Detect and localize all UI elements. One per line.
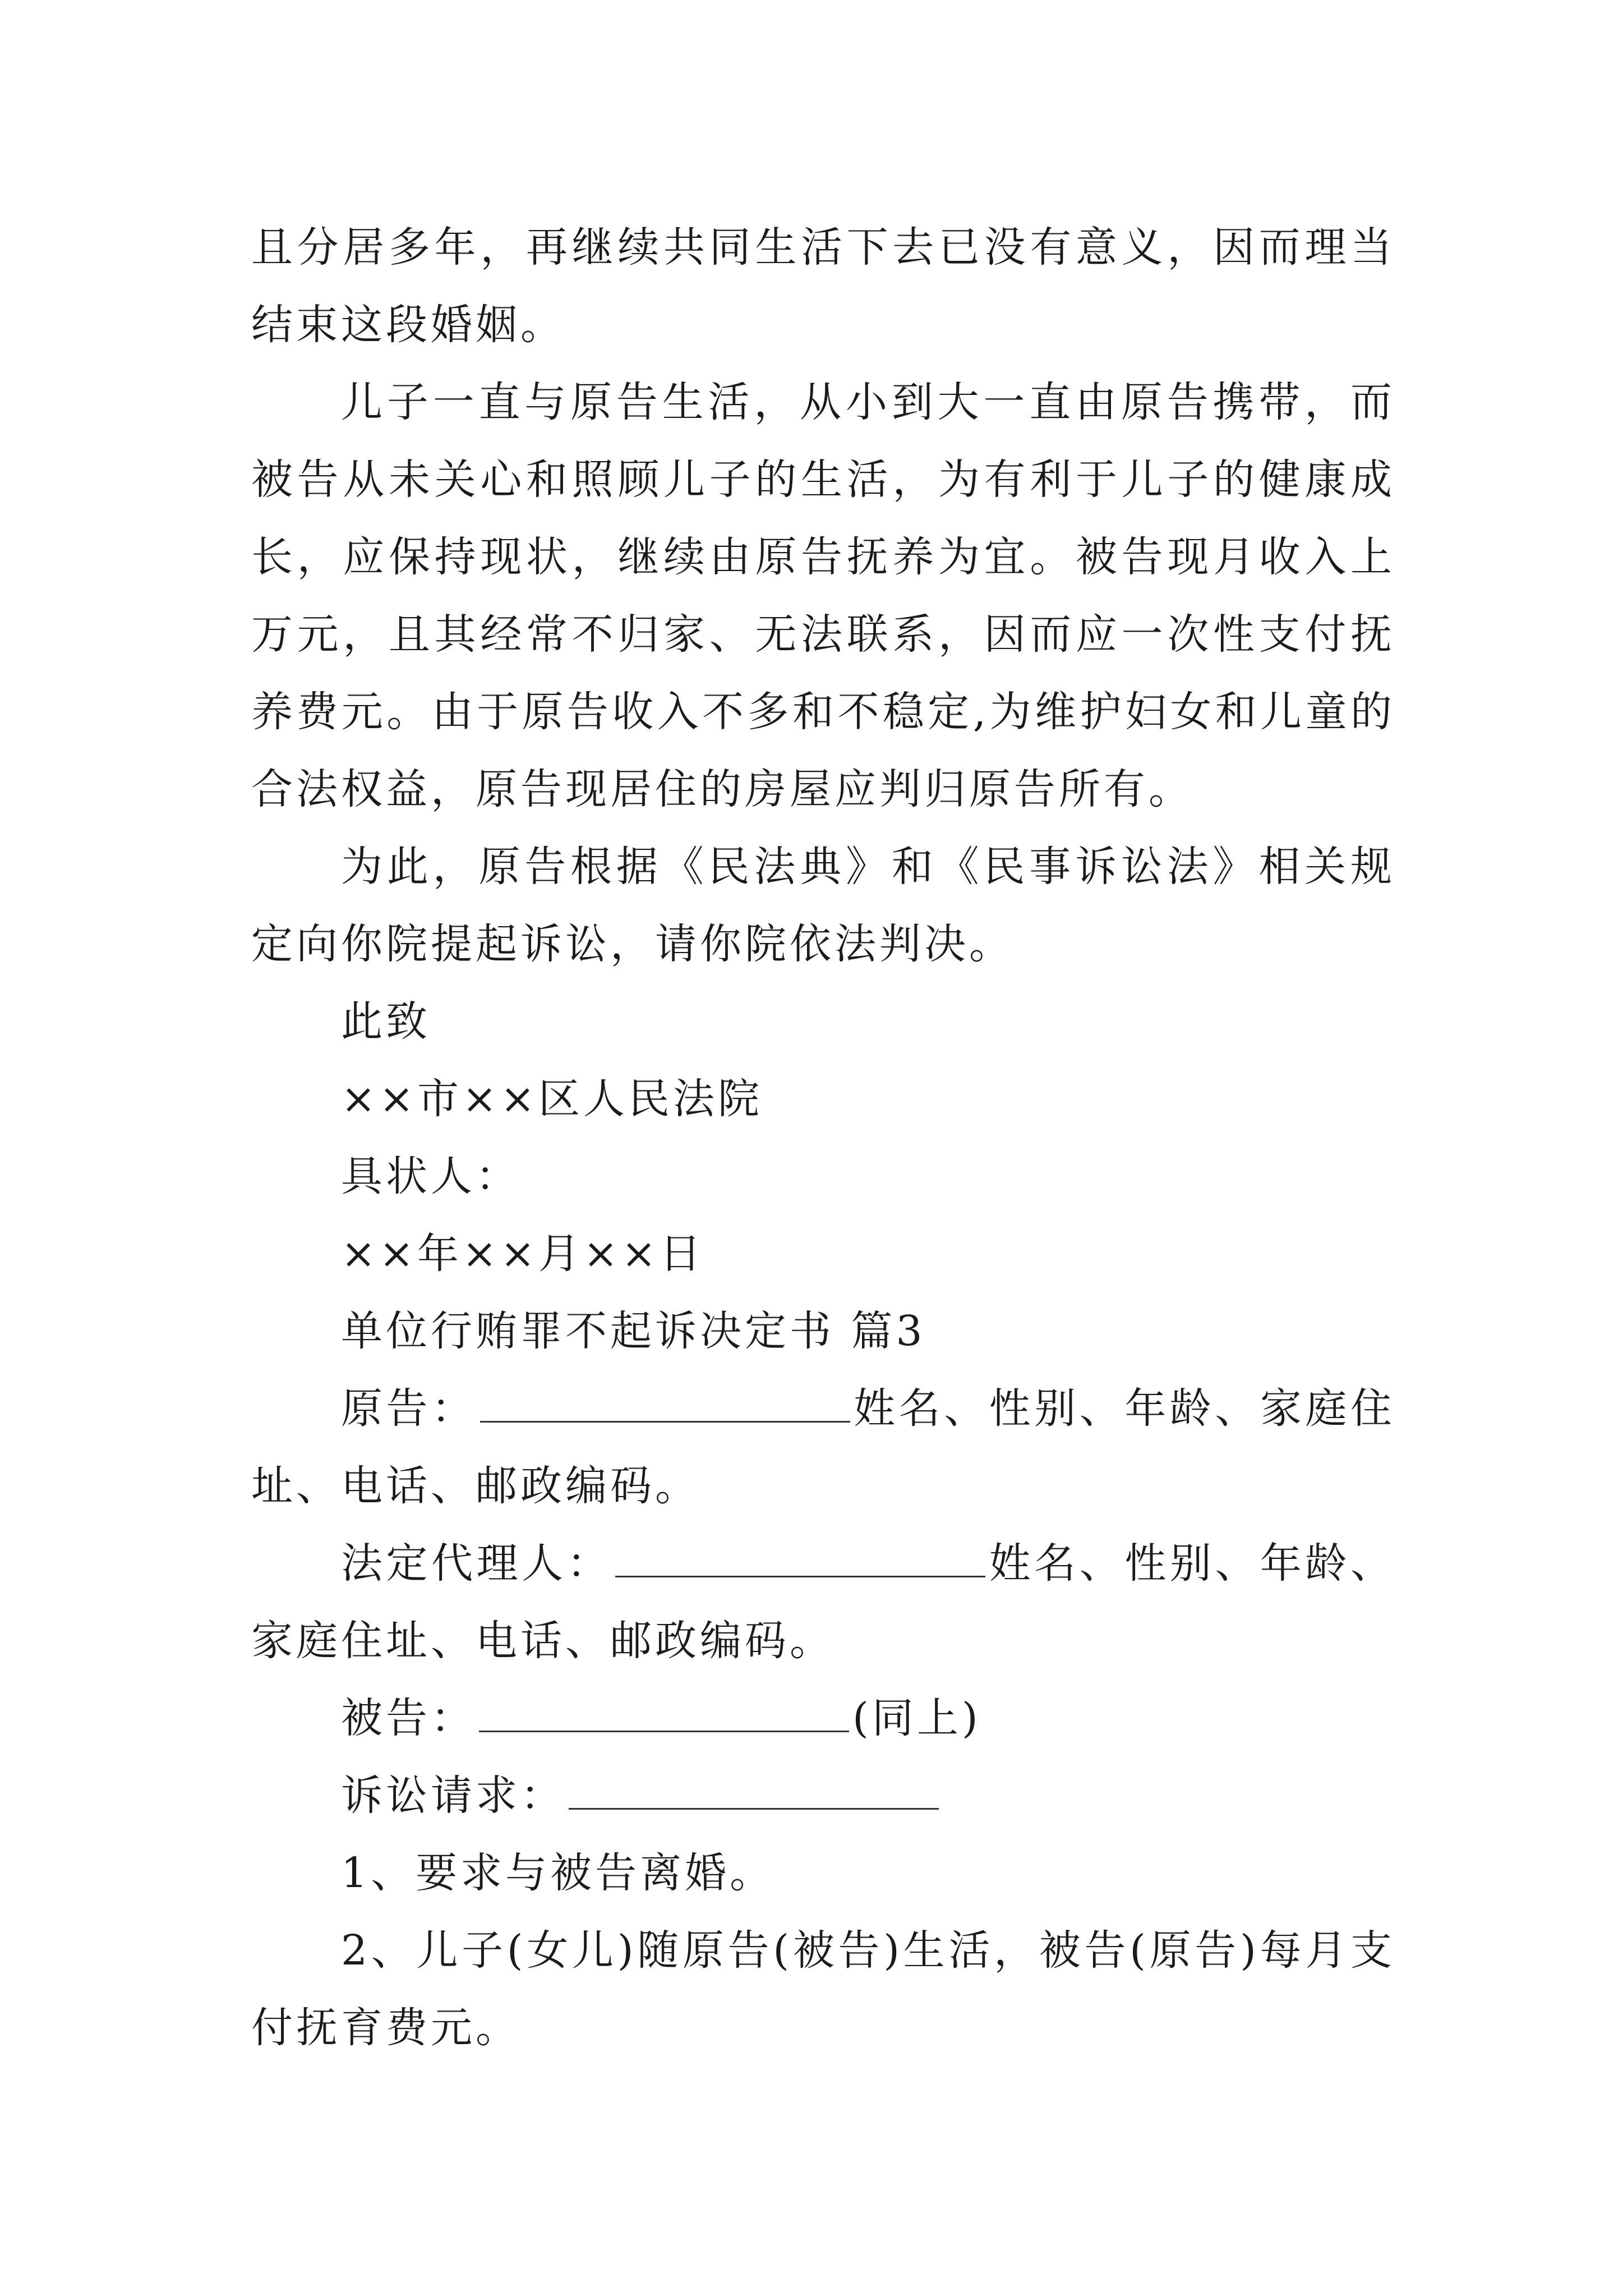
section-title: 单位行贿罪不起诉决定书 篇3 xyxy=(341,1307,926,1355)
claim-item-1: 1、要求与被告离婚。 xyxy=(341,1849,775,1897)
paragraph-lawsuit-basis: 为此，原告根据《民法典》和《民事诉讼法》相关规定向你院提起诉讼，请你院依法判决。 xyxy=(251,843,1395,968)
field-defendant xyxy=(251,1680,1395,1757)
document-page xyxy=(251,209,1395,2067)
paragraph-custody: 儿子一直与原告生活，从小到大一直由原告携带，而被告从未关心和照顾儿子的生活，为有利于儿子的健康成长，应保持现状，继续由原告抚养为宜。被告现月收入上万元，且其经常不归家、无法联系，因而应一次性支付抚养费元。由于原告收入不多和不稳定,为维护妇女和儿童的合法权益，原告现居住的房屋应判归原告所有。 xyxy=(251,378,1395,813)
agent-label: 法定代理人： xyxy=(341,1539,612,1588)
claim-item-2: 2、儿子(女儿)随原告(被告)生活，被告(原告)每月支付抚育费元。 xyxy=(251,1926,1395,2052)
claims-blank xyxy=(569,1774,939,1810)
agent-blank xyxy=(615,1542,985,1577)
field-legal-agent xyxy=(251,1525,1395,1680)
paragraph-divorce-reason: 且分居多年，再继续共同生活下去已没有意义，因而理当结束这段婚姻。 xyxy=(251,223,1395,349)
plaintiff-label: 原告： xyxy=(341,1384,477,1433)
closing-salutation: 此致 xyxy=(341,997,431,1046)
plaintiff-blank xyxy=(480,1387,850,1423)
agent-desc: 姓名、性别、年龄、家庭住址、电话、邮政编码。 xyxy=(251,1539,1396,1665)
closing-date: ××年××月××日 xyxy=(341,1230,705,1278)
claims-label: 诉讼请求： xyxy=(341,1772,565,1820)
defendant-blank xyxy=(479,1697,849,1732)
defendant-label: 被告： xyxy=(341,1694,476,1742)
closing-court: ××市××区人民法院 xyxy=(341,1075,763,1123)
plaintiff-desc: 姓名、性别、年龄、家庭住址、电话、邮政编码。 xyxy=(251,1384,1396,1510)
field-claims xyxy=(251,1757,1395,1834)
closing-signer: 具状人： xyxy=(341,1152,520,1200)
field-plaintiff xyxy=(251,1370,1395,1525)
defendant-desc: (同上) xyxy=(852,1694,981,1742)
